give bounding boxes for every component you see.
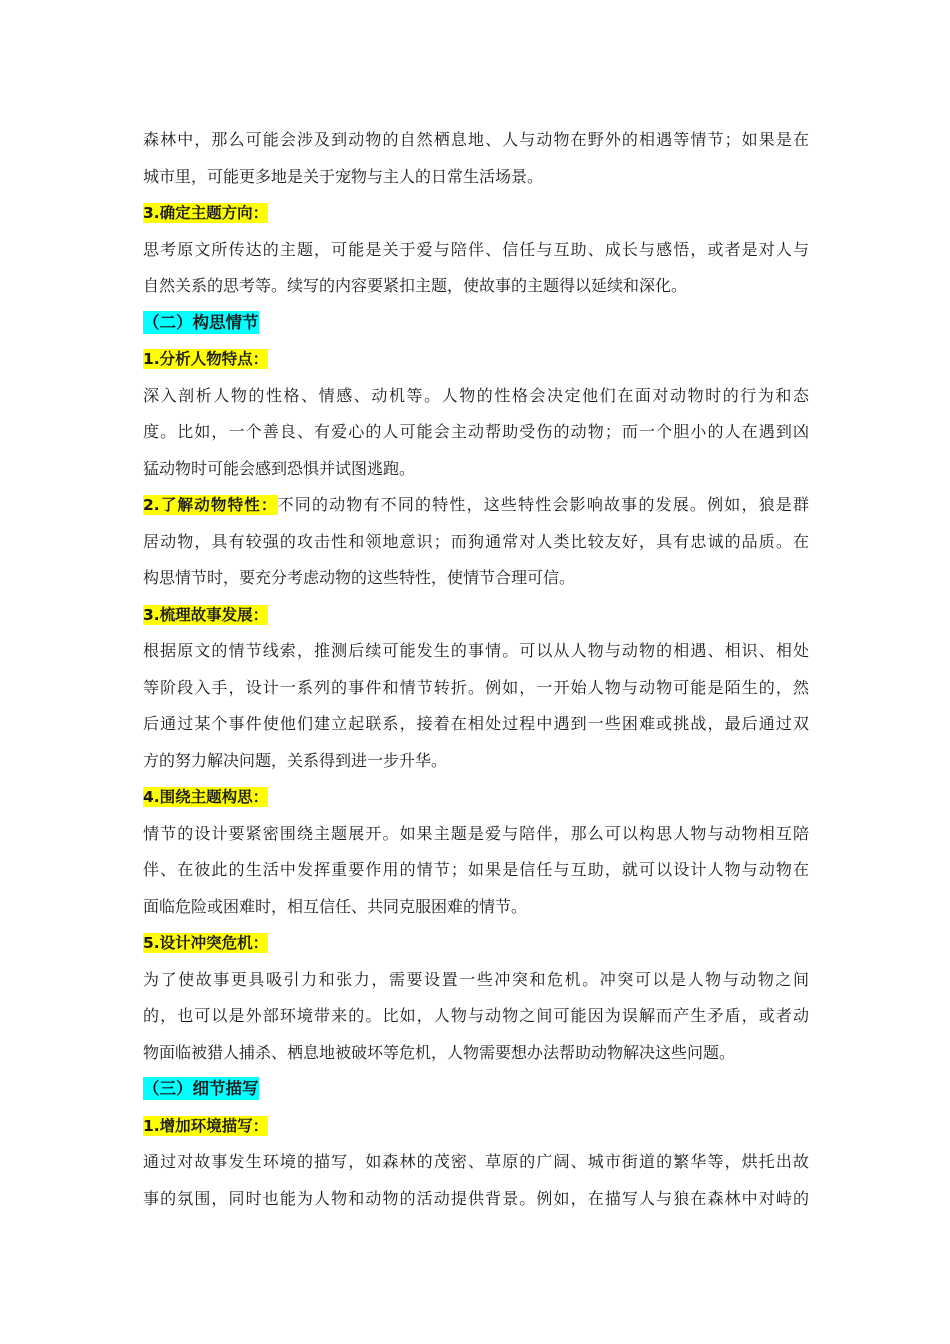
- paragraph-line: 森林中，那么可能会涉及到动物的自然栖息地、人与动物在野外的相遇等情节；如果是在: [143, 130, 809, 149]
- paragraph-line: 为了使故事更具吸引力和张力，需要设置一些冲突和危机。冲突可以是人物与动物之间: [143, 969, 809, 989]
- paragraph-line: 通过对故事发生环境的描写，如森林的茂密、草原的广阔、城市街道的繁华等，烘托出故: [143, 1152, 809, 1171]
- section-heading-row: [143, 1071, 809, 1108]
- subheading-environment: 1.增加环境描写：: [143, 1116, 269, 1135]
- paragraph-line: 后通过某个事件使他们建立起联系，接着在相处过程中遇到一些困难或挑战，最后通过双: [143, 714, 809, 733]
- paragraph-inline-text: 不同的动物有不同的特性，这些特性会影响故事的发展。例如，狼是群: [277, 495, 809, 514]
- subheading-row: [143, 597, 809, 634]
- paragraph-line: 情节的设计要紧密围绕主题展开。如果主题是爱与陪伴，那么可以构思人物与动物相互陪: [143, 823, 809, 843]
- subheading-story-development: 3.梳理故事发展：: [143, 605, 269, 624]
- paragraph-line: 面临危险或困难时，相互信任、共同克服困难的情节。: [143, 896, 528, 916]
- paragraph-line: 度。比如，一个善良、有爱心的人可能会主动帮助受伤的动物；而一个胆小的人在遇到凶: [143, 422, 809, 441]
- paragraph-line: 城市里，可能更多地是关于宠物与主人的日常生活场景。: [143, 166, 544, 186]
- paragraph-line: 自然关系的思考等。续写的内容要紧扣主题，使故事的主题得以延续和深化。: [143, 276, 688, 295]
- subheading-theme-direction: 3.确定主题方向：: [143, 204, 269, 222]
- paragraph-line: 伴、在彼此的生活中发挥重要作用的情节；如果是信任与互助，就可以设计人物与动物在: [143, 860, 809, 879]
- subheading-animal-traits: 2.了解动物特性：: [143, 496, 278, 514]
- section-heading-row: [143, 305, 809, 342]
- subheading-row-inline: [143, 487, 809, 524]
- paragraph-line: 物面临被猎人捕杀、栖息地被破坏等危机，人物需要想办法帮助动物解决这些问题。: [143, 1042, 736, 1062]
- paragraph-line: 方的努力解决问题，关系得到进一步升华。: [143, 750, 448, 770]
- subheading-conflict-crisis: 5.设计冲突危机：: [143, 934, 269, 952]
- document-page: [143, 122, 809, 1217]
- subheading-row: [143, 1108, 809, 1145]
- paragraph-line: 等阶段入手，设计一系列的事件和情节转折。例如，一开始人物与动物可能是陌生的，然: [143, 677, 809, 697]
- paragraph-line: 的，也可以是外部环境带来的。比如，人物与动物之间可能因为误解而产生矛盾，或者动: [143, 1006, 809, 1025]
- subheading-row: [143, 341, 809, 378]
- paragraph-line: 思考原文所传达的主题，可能是关于爱与陪伴、信任与互助、成长与感悟，或者是对人与: [143, 239, 809, 259]
- paragraph-line: 深入剖析人物的性格、情感、动机等。人物的性格会决定他们在面对动物时的行为和态: [143, 385, 809, 405]
- subheading-character-traits: 1.分析人物特点：: [143, 350, 269, 368]
- paragraph-line: 猛动物时可能会感到恐惧并试图逃跑。: [143, 458, 416, 478]
- subheading-theme-plot: 4.围绕主题构思：: [143, 788, 269, 806]
- subheading-row: [143, 195, 809, 232]
- paragraph-line: 事的氛围，同时也能为人物和动物的活动提供背景。例如，在描写人与狼在森林中对峙的: [143, 1188, 809, 1208]
- paragraph-line: 根据原文的情节线索，推测后续可能发生的事情。可以从人物与动物的相遇、相识、相处: [143, 641, 809, 660]
- subheading-row: [143, 925, 809, 962]
- section-heading-details: （三）细节描写: [143, 1079, 259, 1098]
- subheading-row: [143, 779, 809, 816]
- paragraph-line: 构思情节时，要充分考虑动物的这些特性，使情节合理可信。: [143, 568, 576, 587]
- paragraph-line: 居动物，具有较强的攻击性和领地意识；而狗通常对人类比较友好，具有忠诚的品质。在: [143, 531, 809, 551]
- section-heading-plot: （二）构思情节: [143, 312, 259, 332]
